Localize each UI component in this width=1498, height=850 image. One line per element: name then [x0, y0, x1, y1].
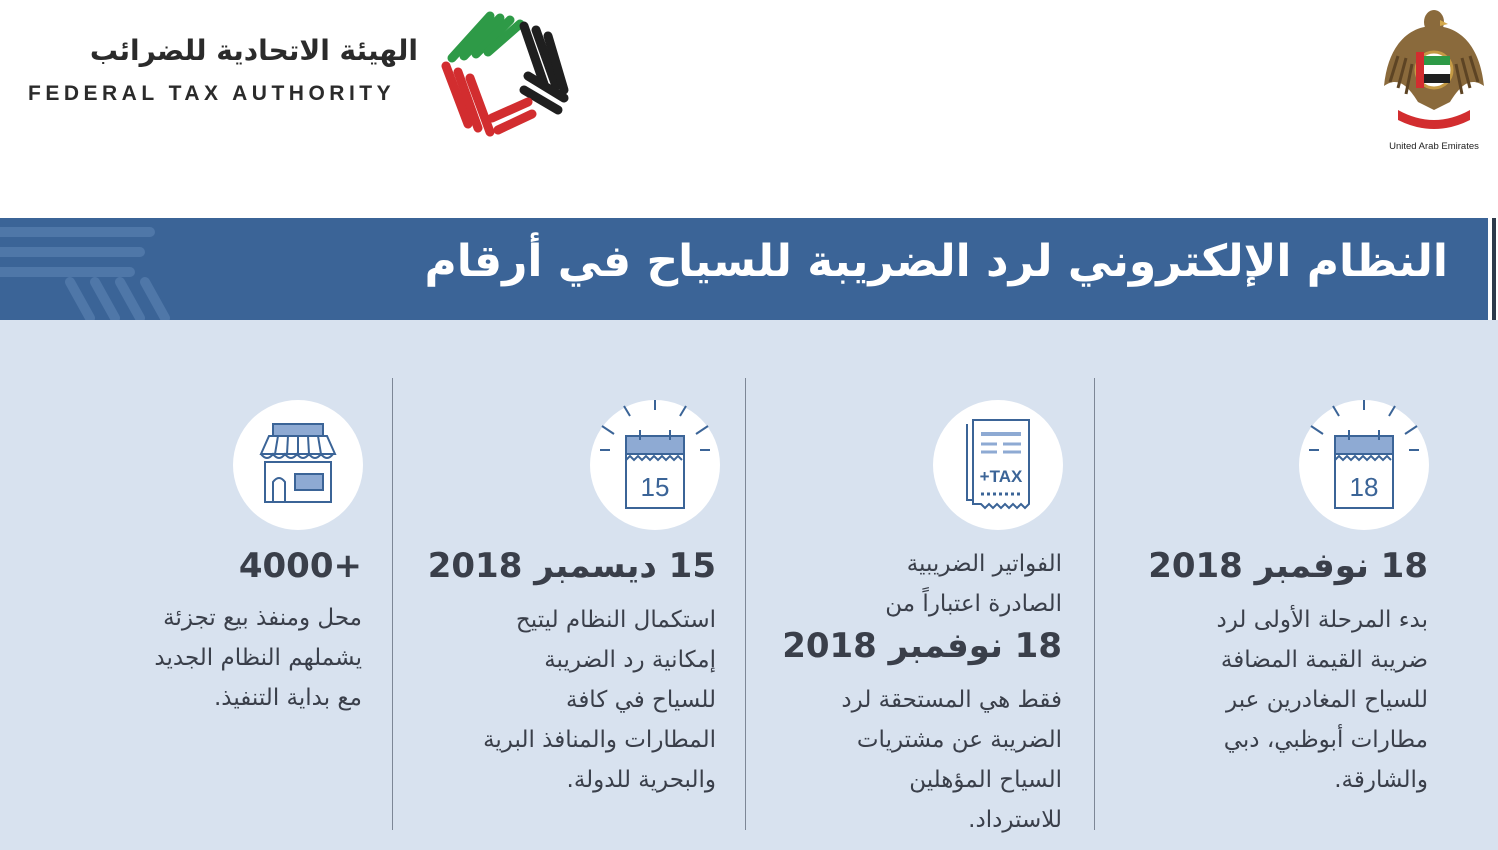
fta-logo-icon [432, 6, 572, 140]
calendar-day-text: 15 [640, 472, 670, 502]
banner-title: النظام الإلكتروني لرد الضريبة للسياح في أرقام [424, 236, 1448, 287]
description-line: للسياح في كافة [565, 687, 716, 713]
column-divider [1094, 378, 1095, 830]
description [841, 680, 1062, 840]
edge-line [1492, 218, 1496, 320]
authority-name-english: FEDERAL TAX AUTHORITY [28, 82, 396, 105]
column-divider [392, 378, 393, 830]
description-line: استكمال النظام ليتيح [515, 607, 716, 633]
description-line: يشملهم النظام الجديد [154, 645, 362, 671]
description-line: الضريبة عن مشتريات [856, 727, 1062, 753]
headline: 18 نوفمبر 2018 [782, 626, 1062, 666]
info-column-stores [40, 380, 380, 840]
info-column-tax-invoices [760, 380, 1080, 840]
intro-line: الفواتير الضريبية [906, 551, 1062, 577]
description-line: المطارات والمنافذ البرية [483, 727, 716, 753]
description-line: ضريبة القيمة المضافة [1220, 647, 1428, 673]
intro-text [885, 544, 1062, 624]
store-icon [233, 400, 363, 530]
description-line: إمكانية رد الضريبة [544, 647, 716, 673]
description-line: والبحرية للدولة. [566, 767, 716, 793]
calendar-icon [590, 400, 720, 530]
banner-decoration-icon [0, 218, 200, 320]
calendar-day-text: 18 [1349, 472, 1379, 502]
description [1216, 600, 1428, 800]
headline: 15 ديسمبر 2018 [427, 546, 716, 586]
description-line: محل ومنفذ بيع تجزئة [163, 605, 362, 631]
intro-line: الصادرة اعتباراً من [885, 591, 1062, 617]
headline: +4000 [238, 546, 362, 586]
description [154, 598, 362, 718]
description [483, 600, 716, 800]
description-line: السياح المؤهلين [909, 767, 1062, 793]
header [0, 0, 1498, 218]
description-line: مطارات أبوظبي، دبي [1223, 727, 1428, 753]
authority-name-arabic: الهيئة الاتحادية للضرائب [89, 34, 418, 67]
tax-invoice-icon [933, 400, 1063, 530]
headline: 18 نوفمبر 2018 [1148, 546, 1428, 586]
description-line: فقط هي المستحقة لرد [841, 687, 1062, 713]
title-banner [0, 218, 1488, 320]
description-line: بدء المرحلة الأولى لرد [1216, 607, 1428, 633]
description-line: مع بداية التنفيذ. [213, 685, 362, 711]
description-line: للاسترداد. [968, 807, 1062, 833]
country-label: United Arab Emirates [1389, 141, 1479, 152]
info-column-phase-two [410, 380, 730, 840]
description-line: للسياح المغادرين عبر [1226, 687, 1428, 713]
description-line: والشارقة. [1334, 767, 1428, 793]
tax-label-text: +TAX [979, 467, 1023, 486]
info-column-phase-one [1110, 380, 1440, 840]
calendar-icon [1299, 400, 1429, 530]
column-divider [745, 378, 746, 830]
uae-emblem-icon [1378, 6, 1490, 130]
